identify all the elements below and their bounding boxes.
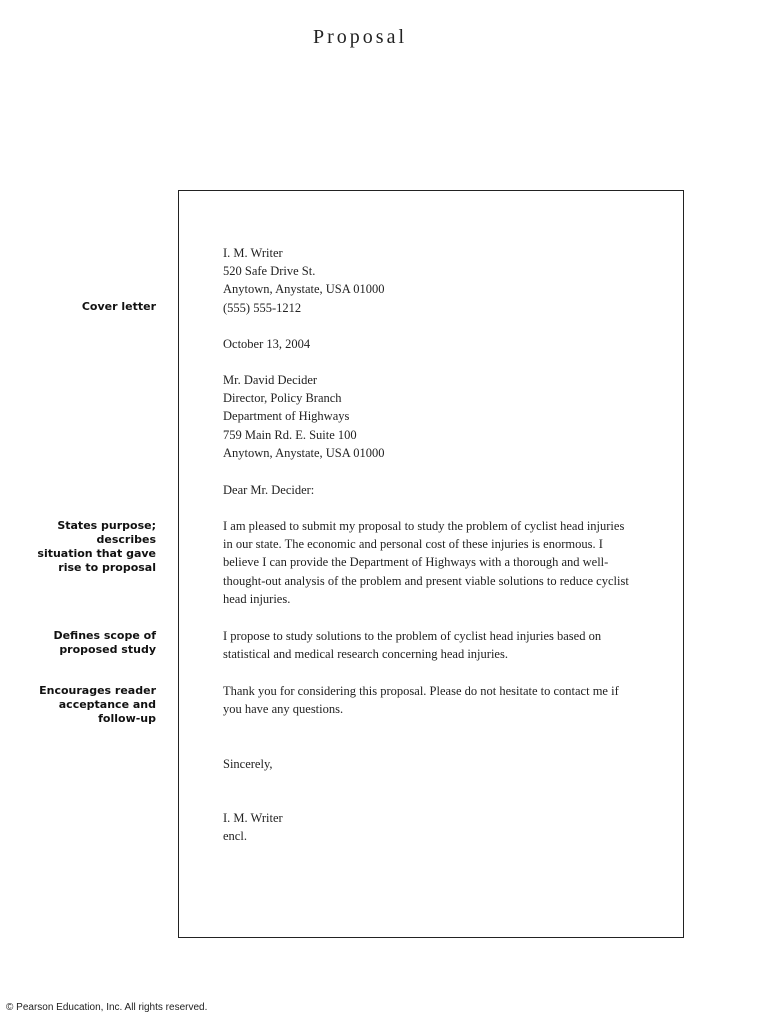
closing: Sincerely, [223,757,273,771]
paragraph-line: I am pleased to submit my proposal to study the problem of cyclist head injuries [223,519,625,533]
sender-line: 520 Safe Drive St. [223,264,316,279]
paragraph-line: in our state. The economic and personal cost of these injuries is enormous. I [223,537,603,552]
annotation-cover-letter: Cover letter [81,300,156,313]
recipient-line: Anytown, Anystate, USA 01000 [223,445,385,460]
paragraph-line: thought-out analysis of the problem and present viable solutions to reduce cyclist [223,573,629,588]
recipient-line: Mr. David Decider [223,373,318,387]
sender-line: I. M. Writer [223,246,283,260]
sender-line: Anytown, Anystate, USA 01000 [223,282,385,297]
annotation-line: rise to proposal [58,561,156,574]
sender-line: (555) 555-1212 [223,300,302,315]
paragraph-line: you have any questions. [223,702,344,717]
paragraph-scope [223,627,601,663]
paragraph-line: head injuries. [223,591,291,606]
recipient-line: Department of Highways [223,409,350,424]
page-title: Proposal [313,26,407,48]
annotation-states-purpose [37,519,156,575]
letter-date: October 13, 2004 [223,337,311,351]
recipient-line: Director, Policy Branch [223,391,342,406]
annotation-line: situation that gave [37,547,156,560]
annotation-defines-scope [53,629,156,657]
recipient-address [223,371,384,462]
annotation-line: follow-up [98,712,156,725]
annotation-line: acceptance and [58,698,156,711]
copyright-notice: © Pearson Education, Inc. All rights reserved. [6,1002,208,1013]
sender-address [223,244,384,317]
signature-name: I. M. Writer [223,811,283,825]
annotation-line: describes [96,533,156,546]
signature [223,809,283,845]
enclosure-note: encl. [223,829,247,844]
annotation-encourages [39,684,156,726]
salutation: Dear Mr. Decider: [223,483,315,497]
paragraph-thanks [223,682,619,718]
annotation-line: proposed study [59,643,156,656]
recipient-line: 759 Main Rd. E. Suite 100 [223,427,357,442]
paragraph-line: believe I can provide the Department of Highways with a thorough and well- [223,555,609,570]
annotation-line: Defines scope of [53,629,156,642]
paragraph-line: statistical and medical research concerning head injuries. [223,647,508,662]
paragraph-line: Thank you for considering this proposal. Please do not hesitate to contact me if [223,684,619,698]
paragraph-purpose [223,517,629,608]
annotation-line: States purpose; [57,519,156,532]
annotation-line: Encourages reader [39,684,156,697]
paragraph-line: I propose to study solutions to the problem of cyclist head injuries based on [223,629,602,643]
